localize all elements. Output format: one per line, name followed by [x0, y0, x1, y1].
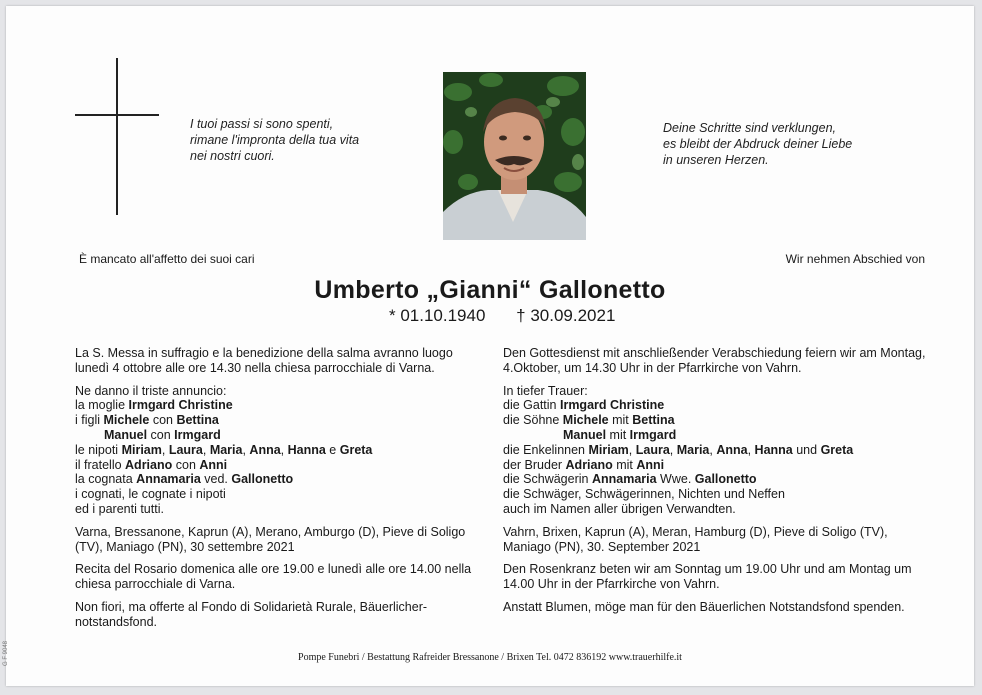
it-grand-and: e — [325, 442, 340, 457]
it-wife-prefix: la moglie — [75, 398, 129, 413]
it-brother: Adriano — [125, 457, 173, 472]
obituary-sheet — [3, 6, 974, 686]
de-children-prefix: die Söhne — [503, 413, 563, 428]
it-places-line: Varna, Bressanone, Kaprun (A), Merano, Amburgo (D), Pieve di Soligo — [75, 524, 466, 539]
de-child1: Michele — [562, 413, 609, 428]
poem-de-line: in unseren Herzen. — [663, 153, 769, 167]
it-inlaws: i cognati, le cognate i nipoti — [75, 487, 226, 502]
german-column — [503, 346, 953, 615]
it-flowers-line: notstandsfond. — [75, 614, 158, 629]
it-grand-prefix: le nipoti — [75, 442, 122, 457]
it-wife-name: Irmgard Christine — [128, 398, 233, 413]
intro-german: Wir nehmen Abschied von — [785, 252, 925, 266]
de-grand-and: und — [792, 442, 821, 457]
it-grandchild: Laura — [168, 442, 203, 457]
funeral-home-footer: Pompe Funebri / Bestattung Rafreider Bressanone / Brixen Tel. 0472 836192 www.trauerhilfe.it — [298, 652, 682, 663]
de-wife-line — [503, 398, 953, 413]
it-sil-last: Gallonetto — [231, 472, 294, 487]
death-date: † 30.09.2021 — [516, 306, 616, 325]
poem-it-line: rimane l'impronta della tua vita — [190, 133, 360, 147]
de-places-line: Maniago (PN), 30. September 2021 — [503, 539, 701, 554]
it-grandchild: Anna — [249, 442, 281, 457]
it-wife-line — [75, 398, 495, 413]
de-grandchildren-line: die Enkelinnen Miriam, Laura, Maria, Anna, Hanna und Greta — [503, 442, 854, 457]
it-children-prefix: i figli — [75, 413, 104, 428]
deceased-name: Umberto „Gianni“ Gallonetto — [314, 276, 666, 304]
de-grandchild: Anna — [716, 442, 748, 457]
de-relatives: auch im Namen aller übrigen Verwandten. — [503, 501, 736, 516]
life-dates — [389, 306, 615, 326]
poem-german — [663, 120, 852, 168]
poem-it-line: nei nostri cuori. — [190, 149, 275, 163]
it-children-line — [75, 413, 495, 428]
it-mass-line: lunedì 4 ottobre alle ore 14.30 nella chiesa parrocchiale di Varna. — [75, 360, 435, 375]
de-partner1: Bettina — [632, 413, 675, 428]
de-grandchild: Hanna — [754, 442, 793, 457]
de-announce: In tiefer Trauer: — [503, 383, 588, 398]
italian-column — [75, 346, 495, 630]
portrait-photo — [443, 72, 586, 240]
de-wife-name: Irmgard Christine — [559, 398, 665, 413]
de-rosary-line: 14.00 Uhr in der Pfarrkirche von Vahrn. — [503, 577, 720, 592]
de-brother-con: mit — [612, 457, 637, 472]
it-brother-line — [75, 458, 495, 473]
de-con1: mit — [608, 413, 633, 428]
cross-icon-vertical — [116, 58, 118, 215]
birth-date: * 01.10.1940 — [389, 306, 486, 325]
de-sister-in-law-line — [503, 472, 953, 487]
it-relatives: ed i parenti tutti. — [75, 501, 164, 516]
it-brother-partner: Anni — [199, 457, 228, 472]
de-grandchild: Greta — [820, 442, 854, 457]
poem-it-line: I tuoi passi si sono spenti, — [190, 117, 334, 131]
it-con2: con — [147, 427, 175, 442]
it-child1: Michele — [103, 413, 150, 428]
de-children-line — [503, 413, 953, 428]
de-partner2: Irmgard — [629, 427, 677, 442]
poem-italian — [190, 116, 359, 164]
de-inlaws: die Schwäger, Schwägerinnen, Nichten und Neffen — [503, 487, 785, 502]
de-children-line2 — [503, 428, 953, 443]
de-sil: Annamaria — [591, 472, 657, 487]
de-sil-mid: Wwe. — [656, 472, 695, 487]
de-grand-prefix: die Enkelinnen — [503, 442, 589, 457]
it-partner1: Bettina — [176, 413, 219, 428]
it-mass-line: La S. Messa in suffragio e la benedizione della salma avranno luogo — [75, 346, 453, 360]
de-sil-last: Gallonetto — [694, 472, 757, 487]
de-child2: Manuel — [563, 427, 607, 442]
de-wife-prefix: die Gattin — [503, 398, 560, 413]
de-mass-line: 4.Oktober, um 14.30 Uhr in der Pfarrkirche von Vahrn. — [503, 360, 802, 375]
it-con1: con — [149, 413, 177, 428]
it-rosary-line: chiesa parrocchiale di Varna. — [75, 577, 236, 592]
portrait-image — [443, 72, 586, 240]
cross-icon-horizontal — [75, 114, 159, 116]
de-mass-line: Den Gottesdienst mit anschließender Verabschiedung feiern wir am Montag, — [503, 346, 926, 360]
it-grandchild: Greta — [339, 442, 373, 457]
poem-de-line: Deine Schritte sind verklungen, — [663, 121, 837, 135]
it-rosary-line: Recita del Rosario domenica alle ore 19.00 e lunedì alle ore 14.00 nella — [75, 562, 472, 577]
it-flowers-line: Non fiori, ma offerte al Fondo di Solidarietà Rurale, Bäuerlicher- — [75, 599, 428, 614]
form-code: G F 9048 — [3, 640, 9, 666]
de-grandchild: Maria — [676, 442, 710, 457]
it-sil-prefix: la cognata — [75, 472, 137, 487]
de-flowers-line: Anstatt Blumen, möge man für den Bäuerlichen Notstandsfond spenden. — [503, 599, 905, 614]
de-grandchild: Laura — [635, 442, 670, 457]
de-brother-prefix: der Bruder — [503, 457, 566, 472]
intro-italian: È mancato all'affetto dei suoi cari — [79, 252, 255, 266]
it-grandchild: Miriam — [121, 442, 162, 457]
it-sister-in-law-line — [75, 472, 495, 487]
de-brother-line — [503, 458, 953, 473]
it-sil: Annamaria — [136, 472, 201, 487]
it-child2: Manuel — [104, 427, 148, 442]
de-rosary-line: Den Rosenkranz beten wir am Sonntag um 19.00 Uhr und am Montag um — [503, 562, 912, 577]
it-grandchild: Maria — [209, 442, 243, 457]
it-sil-mid: ved. — [200, 472, 232, 487]
it-announce: Ne danno il triste annuncio: — [75, 383, 227, 398]
it-children-line2 — [75, 428, 495, 443]
de-brother: Adriano — [565, 457, 613, 472]
it-grandchild: Hanna — [287, 442, 326, 457]
it-brother-prefix: il fratello — [75, 457, 126, 472]
de-grandchild: Miriam — [588, 442, 629, 457]
de-brother-partner: Anni — [636, 457, 665, 472]
de-places-line: Vahrn, Brixen, Kaprun (A), Meran, Hamburg (D), Pieve di Soligo (TV), — [503, 524, 888, 539]
it-places-line: (TV), Maniago (PN), 30 settembre 2021 — [75, 539, 295, 554]
de-sil-prefix: die Schwägerin — [503, 472, 592, 487]
it-partner2: Irmgard — [174, 427, 221, 442]
it-brother-con: con — [172, 457, 200, 472]
poem-de-line: es bleibt der Abdruck deiner Liebe — [663, 137, 853, 151]
de-con2: mit — [606, 427, 630, 442]
it-grandchildren-line: le nipoti Miriam, Laura, Maria, Anna, Hanna e Greta — [75, 442, 373, 457]
